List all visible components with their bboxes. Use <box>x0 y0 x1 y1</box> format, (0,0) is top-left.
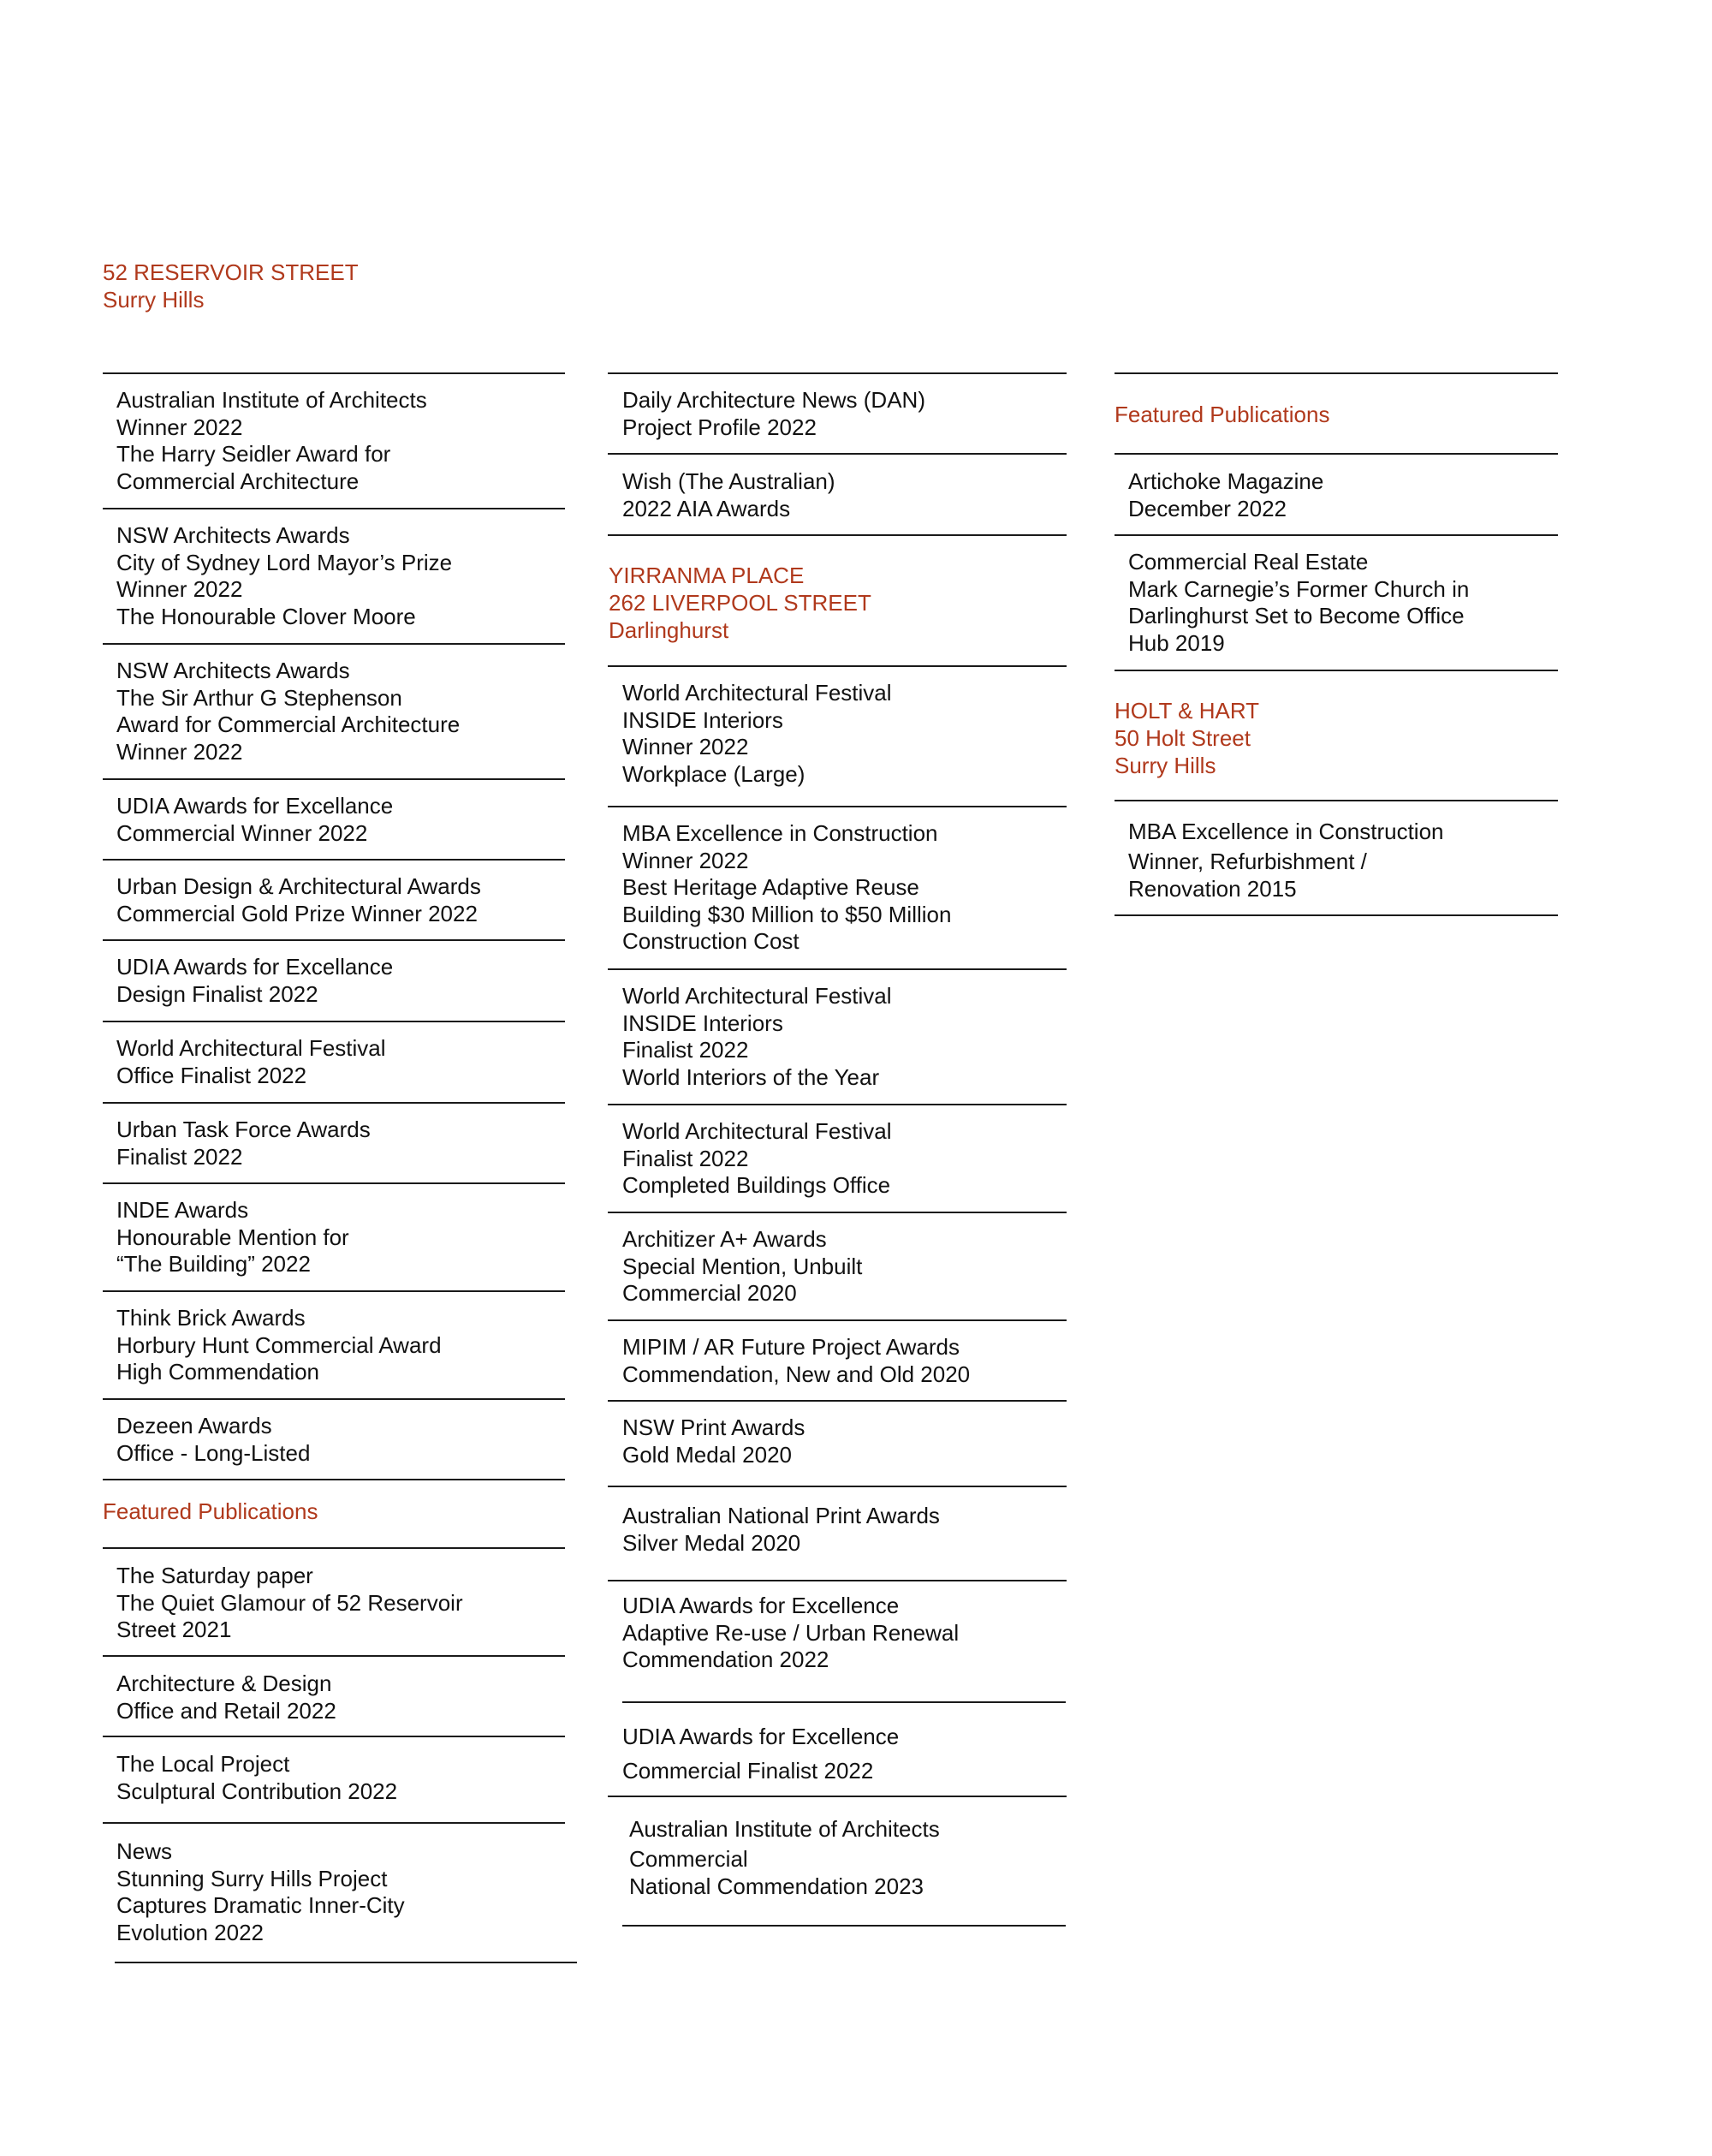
publication-title: Artichoke Magazine <box>1128 468 1324 494</box>
award-line: Winner 2022 <box>622 734 749 760</box>
award-line: INSIDE Interiors <box>622 706 783 733</box>
divider <box>608 534 1067 536</box>
award-line: Horbury Hunt Commercial Award <box>116 1331 442 1358</box>
divider <box>103 643 565 645</box>
award-line: Special Mention, Unbuilt <box>622 1253 863 1279</box>
award-line: Commercial Finalist 2022 <box>622 1758 874 1784</box>
publication-title: Architecture & Design <box>116 1671 332 1696</box>
award-item <box>629 1812 940 1900</box>
publication-title: The Saturday paper <box>116 1563 313 1588</box>
divider <box>608 1400 1067 1402</box>
award-line: Silver Medal 2020 <box>622 1529 801 1556</box>
publication-title: Daily Architecture News (DAN) <box>622 387 925 413</box>
project-location: Surry Hills <box>103 287 205 313</box>
project-suburb: Surry Hills <box>1115 753 1216 778</box>
award-org: NSW Architects Awards <box>116 522 350 548</box>
award-line: Commendation, New and Old 2020 <box>622 1361 971 1387</box>
award-org: MBA Excellence in Construction <box>622 820 938 846</box>
divider <box>1115 800 1558 801</box>
divider <box>622 1701 1066 1703</box>
divider <box>103 1290 565 1292</box>
divider <box>1115 670 1558 671</box>
award-item <box>116 954 393 1008</box>
award-org: MIPIM / AR Future Project Awards <box>622 1334 960 1360</box>
publication-line: Office and Retail 2022 <box>116 1697 336 1724</box>
award-line: Office - Long-Listed <box>116 1439 311 1466</box>
divider <box>608 1486 1067 1487</box>
project-address: 50 Holt Street <box>1115 725 1251 751</box>
award-org: UDIA Awards for Excellence <box>622 1724 900 1749</box>
publication-title: Commercial Real Estate <box>1128 549 1369 575</box>
publication-item <box>116 1563 463 1644</box>
project-heading <box>609 562 871 644</box>
divider <box>608 665 1067 667</box>
award-org: Architizer A+ Awards <box>622 1226 827 1252</box>
award-item <box>622 983 892 1091</box>
award-line: Finalist 2022 <box>116 1143 243 1170</box>
award-line: Design Finalist 2022 <box>116 980 318 1007</box>
award-line: National Commendation 2023 <box>629 1873 924 1899</box>
award-line: Winner, Refurbishment / <box>1128 849 1367 874</box>
divider <box>103 1479 565 1480</box>
publication-item <box>1128 468 1323 522</box>
divider <box>103 1736 565 1737</box>
award-org: NSW Print Awards <box>622 1415 805 1440</box>
publication-title: Wish (The Australian) <box>622 468 835 494</box>
publication-line: Darlinghurst Set to Become Office <box>1128 603 1465 629</box>
award-line: Award for Commercial Architecture <box>116 712 461 738</box>
divider <box>103 1182 565 1184</box>
award-line: Building $30 Million to $50 Million <box>622 901 952 927</box>
publication-line: Project Profile 2022 <box>622 414 817 440</box>
award-line: Commercial Architecture <box>116 468 360 494</box>
award-item <box>622 680 892 788</box>
publication-title: News <box>116 1838 173 1864</box>
award-line: “The Building” 2022 <box>116 1251 311 1278</box>
award-org: UDIA Awards for Excellence <box>622 1593 900 1618</box>
award-org: Australian Institute of Architects <box>629 1816 940 1842</box>
award-org: UDIA Awards for Excellance <box>116 793 394 819</box>
publication-item <box>1128 549 1469 657</box>
publication-item <box>116 1751 397 1805</box>
divider <box>1115 534 1558 536</box>
award-item <box>622 1503 940 1557</box>
publication-line: Evolution 2022 <box>116 1919 265 1945</box>
award-line: Commercial 2020 <box>622 1280 797 1307</box>
project-suburb: Darlinghurst <box>609 617 729 643</box>
award-org: INDE Awards <box>116 1197 249 1223</box>
divider <box>1115 453 1558 455</box>
award-line: Commercial Winner 2022 <box>116 819 368 846</box>
divider <box>103 1822 565 1824</box>
divider <box>103 372 565 374</box>
publication-item <box>116 1671 336 1724</box>
award-line: Honourable Mention for <box>116 1224 349 1250</box>
project-address: 262 LIVERPOOL STREET <box>609 590 871 616</box>
award-org: World Architectural Festival <box>622 1118 892 1144</box>
award-item <box>622 1118 892 1200</box>
award-line: Gold Medal 2020 <box>622 1441 793 1468</box>
award-line: Winner 2022 <box>116 414 243 440</box>
award-item <box>116 1413 310 1467</box>
award-line: Winner 2022 <box>622 847 749 873</box>
award-line: Adaptive Re-use / Urban Renewal <box>622 1619 960 1646</box>
award-org: UDIA Awards for Excellance <box>116 954 394 980</box>
divider <box>103 1398 565 1400</box>
divider <box>115 1962 577 1963</box>
award-org: World Architectural Festival <box>622 680 892 706</box>
divider <box>103 1547 565 1549</box>
divider <box>103 859 565 861</box>
divider <box>608 453 1067 455</box>
divider <box>608 1580 1067 1581</box>
divider <box>103 939 565 941</box>
award-org: Australian National Print Awards <box>622 1503 940 1528</box>
publication-item <box>622 468 835 522</box>
award-item <box>116 793 393 847</box>
publication-line: Mark Carnegie’s Former Church in <box>1128 575 1470 602</box>
project-name: HOLT & HART <box>1115 698 1260 724</box>
award-line: Best Heritage Adaptive Reuse <box>622 874 919 901</box>
divider <box>103 1102 565 1104</box>
award-line: Workplace (Large) <box>622 760 805 787</box>
publication-line: Sculptural Contribution 2022 <box>116 1778 398 1804</box>
divider <box>103 508 565 509</box>
divider <box>622 1925 1066 1927</box>
divider <box>608 968 1067 970</box>
award-org: Dezeen Awards <box>116 1413 272 1438</box>
award-org: World Architectural Festival <box>116 1035 386 1061</box>
award-line: INSIDE Interiors <box>622 1010 783 1036</box>
divider <box>1115 372 1558 374</box>
award-item <box>622 1226 862 1307</box>
divider <box>103 1021 565 1022</box>
divider <box>608 1104 1067 1105</box>
project-heading <box>1115 697 1259 779</box>
award-line: The Honourable Clover Moore <box>116 603 416 629</box>
featured-publications-heading: Featured Publications <box>1115 402 1330 427</box>
award-item <box>1128 814 1444 902</box>
award-org: Australian Institute of Architects <box>116 387 427 413</box>
publication-line: The Quiet Glamour of 52 Reservoir <box>116 1589 463 1616</box>
publication-item <box>622 387 925 441</box>
award-org: NSW Architects Awards <box>116 658 350 683</box>
award-line: The Sir Arthur G Stephenson <box>116 684 402 711</box>
divider <box>608 806 1067 807</box>
award-item <box>116 658 460 765</box>
divider <box>608 1212 1067 1213</box>
publication-title: The Local Project <box>116 1751 290 1777</box>
publication-line: 2022 AIA Awards <box>622 495 791 521</box>
award-line: Finalist 2022 <box>622 1145 749 1171</box>
publication-line: Stunning Surry Hills Project <box>116 1865 388 1891</box>
award-item <box>116 522 452 630</box>
award-org: MBA Excellence in Construction <box>1128 819 1444 844</box>
award-line: Commercial Gold Prize Winner 2022 <box>116 900 478 926</box>
award-line: Renovation 2015 <box>1128 875 1297 902</box>
project-title: 52 RESERVOIR STREET <box>103 259 359 285</box>
award-line: Winner 2022 <box>116 738 243 765</box>
award-org: Think Brick Awards <box>116 1305 306 1331</box>
divider <box>103 778 565 780</box>
award-item <box>622 1593 959 1674</box>
publication-line: Street 2021 <box>116 1617 232 1643</box>
publication-line: December 2022 <box>1128 495 1287 521</box>
award-item <box>622 1334 970 1388</box>
award-line: The Harry Seidler Award for <box>116 441 391 468</box>
award-line: Finalist 2022 <box>622 1037 749 1063</box>
award-line: Commercial <box>629 1846 748 1872</box>
award-item <box>116 1197 349 1278</box>
award-item <box>622 820 951 956</box>
publication-item <box>116 1838 405 1946</box>
divider <box>103 1655 565 1657</box>
award-item <box>622 1719 899 1788</box>
award-org: World Architectural Festival <box>622 983 892 1009</box>
award-item <box>116 1117 371 1170</box>
project-name: YIRRANMA PLACE <box>609 563 805 588</box>
award-line: Commendation 2022 <box>622 1647 829 1673</box>
award-line: World Interiors of the Year <box>622 1063 880 1090</box>
award-item <box>116 873 481 927</box>
divider <box>608 372 1067 374</box>
divider <box>608 1319 1067 1321</box>
publication-line: Hub 2019 <box>1128 629 1225 656</box>
award-item <box>622 1415 805 1468</box>
award-item <box>116 1305 442 1386</box>
divider <box>608 1796 1067 1797</box>
publication-line: Captures Dramatic Inner-City <box>116 1892 405 1919</box>
award-line: Completed Buildings Office <box>622 1172 891 1199</box>
award-line: City of Sydney Lord Mayor’s Prize <box>116 549 453 575</box>
divider <box>1115 914 1558 916</box>
featured-publications-heading: Featured Publications <box>103 1498 318 1524</box>
award-org: Urban Task Force Awards <box>116 1117 371 1142</box>
award-line: Office Finalist 2022 <box>116 1062 307 1088</box>
award-item <box>116 387 427 495</box>
award-org: Urban Design & Architectural Awards <box>116 873 481 899</box>
award-line: Construction Cost <box>622 928 800 955</box>
award-item <box>116 1035 386 1089</box>
award-line: High Commendation <box>116 1359 320 1385</box>
award-line: Winner 2022 <box>116 576 243 603</box>
